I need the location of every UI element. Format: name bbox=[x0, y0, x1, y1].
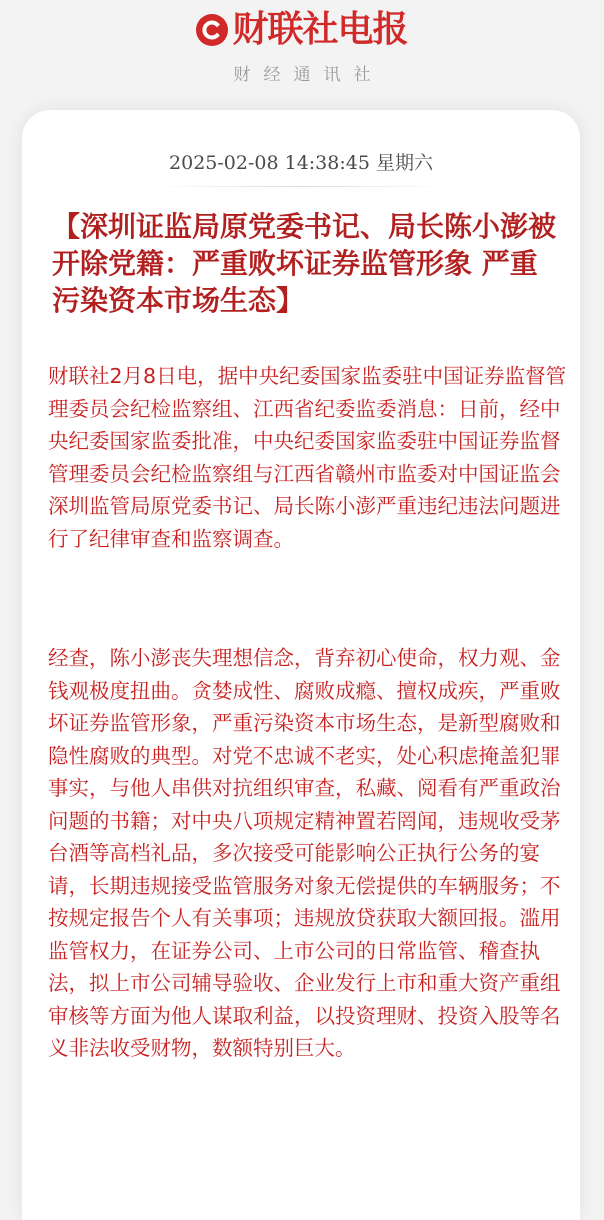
article-headline: 【深圳证监局原党委书记、局长陈小澎被开除党籍：严重败坏证券监管形象 严重污染资本市场生态】 bbox=[52, 210, 557, 317]
brand-subtitle: 财经通讯社 bbox=[233, 65, 384, 85]
brand-c-icon bbox=[196, 14, 228, 46]
brand-name-part1: 财联社 bbox=[232, 9, 338, 50]
article-paragraph-1: 财联社2月8日电，据中央纪委国家监委驻中国证券监督管理委员会纪检监察组、江西省纪委监委消息：日前，经中央纪委国家监委批准，中央纪委国家监委驻中国证券监督管理委员会纪检监察组与江西省赣州市监委对中国证监会深圳监管局原党委书记、局长陈小澎严重违纪违法问题进行了纪律审查和监察调查。 bbox=[48, 364, 567, 551]
article-paragraph-2: 经查，陈小澎丧失理想信念，背弃初心使命，权力观、金钱观极度扭曲。贪婪成性、腐败成瘾、擅权成疾，严重败坏证券监管形象，严重污染资本市场生态，是新型腐败和隐性腐败的典型。对党不忠诚不老实，处心积虑掩盖犯罪事实，与他人串供对抗组织审查，私藏、阅看有严重政治问题的书籍；对中央八项规定精神置若罔闻，违规收受茅台酒等高档礼品，多次接受可能影响公正执行公务的宴请，长期违规接受监管服务对象无偿提供的车辆服务；不按规定报告个人有关事项；违规放贷获取大额回报。滥用监管权力，在证券公司、上市公司的日常监管、稽查执法，拟上市公司辅导验收、企业发行上市和重大资产重组审核等方面为他人谋取利益，以投资理财、投资入股等名义非法收受财物，数额特别巨大。 bbox=[48, 646, 561, 1060]
brand-logo[interactable] bbox=[0, 8, 604, 52]
brand-name bbox=[232, 8, 407, 52]
brand-name-part2: 电报 bbox=[337, 9, 408, 50]
divider bbox=[152, 186, 450, 187]
header bbox=[0, 0, 604, 100]
article-datetime: 2025-02-08 14:38:45 星期六 bbox=[169, 152, 433, 174]
